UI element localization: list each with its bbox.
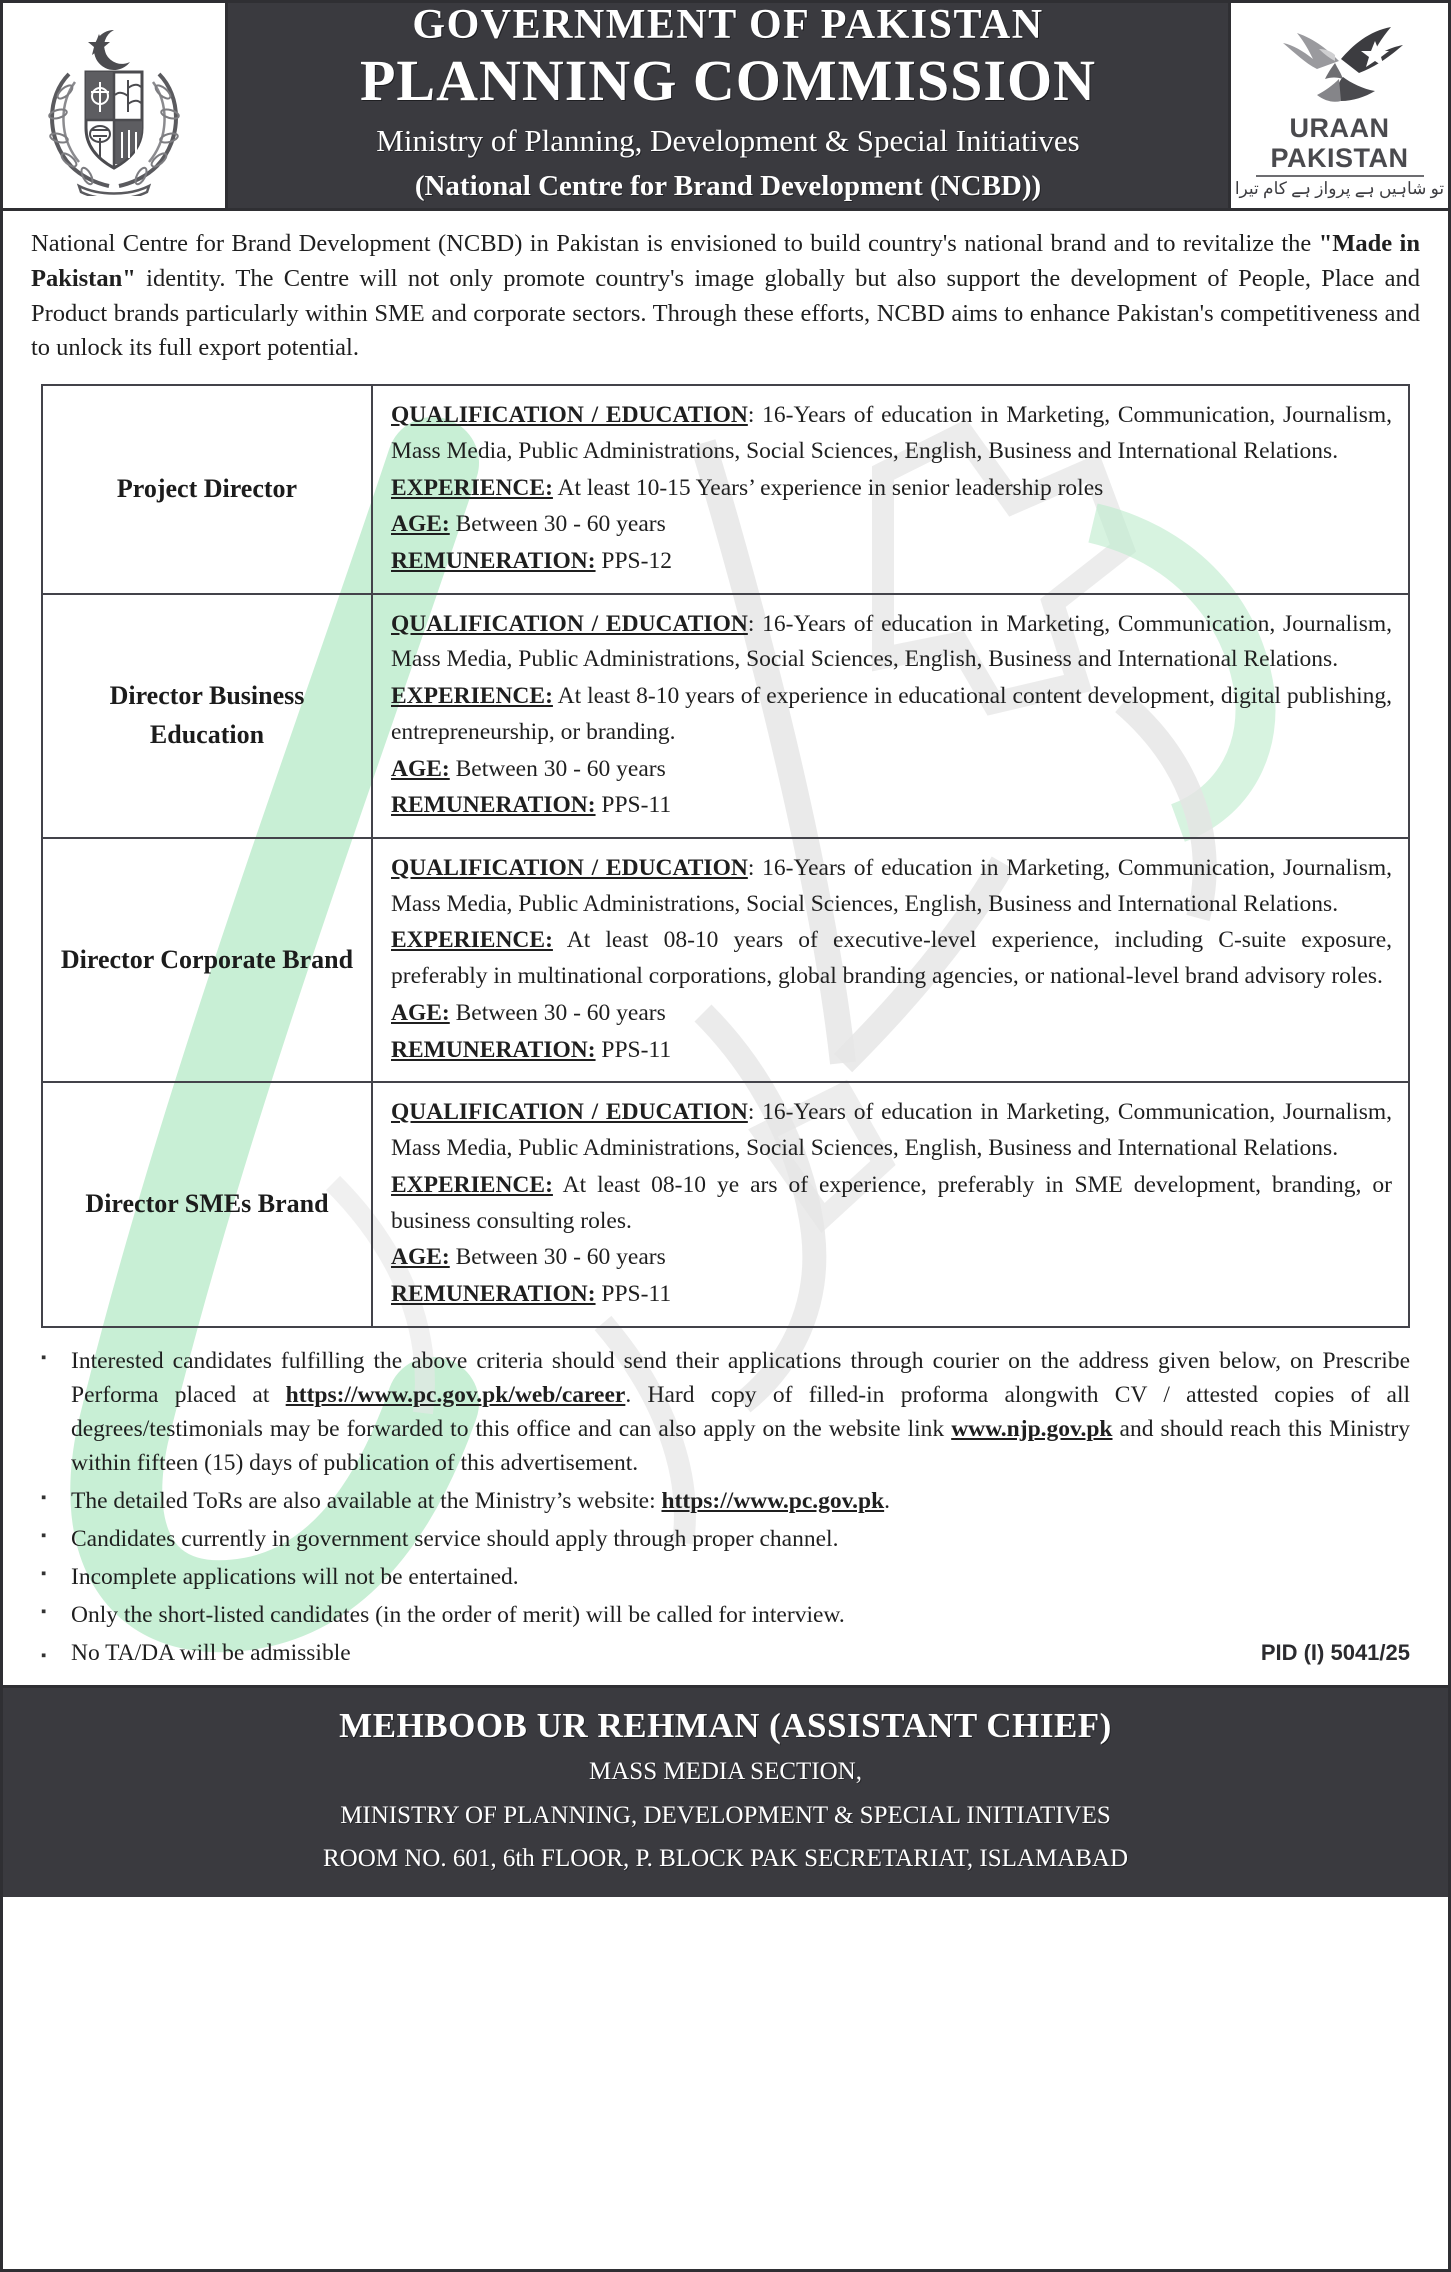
career-portal-link[interactable]: https://www.pc.gov.pk/web/career xyxy=(285,1381,626,1408)
age-value: Between 30 - 60 years xyxy=(455,755,666,782)
qualification-sep: : xyxy=(747,855,763,882)
uraan-label-line2: PAKISTAN xyxy=(1270,142,1409,173)
remuneration-line xyxy=(391,1277,1392,1313)
qualification-line xyxy=(391,398,1392,469)
experience-value: At least 8-10 years of experience in educational content development, digital publishing, entrepreneurship, or branding. xyxy=(391,683,1392,745)
age-line xyxy=(391,752,1392,788)
remuneration-line xyxy=(391,788,1392,824)
positions-table xyxy=(41,384,1410,1328)
qualification-value: 16-Years of education in Marketing, Communication, Journalism, Mass Media, Public Administrations, Social Sciences, English, Business and International Relations. xyxy=(391,855,1392,917)
bullet-icon: ▪ xyxy=(41,1349,47,1366)
position-details xyxy=(372,1082,1409,1326)
header-title-band xyxy=(228,3,1228,208)
note1-part-b: . Hard copy of filled-in proforma alongwith CV / attested copies of all degrees/testimonials may be forwarded to this office and can also apply on the website link xyxy=(71,1381,1410,1442)
pid-number: PID (I) 5041/25 xyxy=(1260,1640,1410,1666)
remuneration-value: PPS-11 xyxy=(601,792,672,819)
contact-name: MEHBOOB UR REHMAN (ASSISTANT CHIEF) xyxy=(339,1705,1112,1745)
note-text: Only the short-listed candidates (in the order of merit) will be called for interview. xyxy=(71,1602,845,1629)
bullet-icon: ▪ xyxy=(41,1489,47,1506)
age-label: AGE: xyxy=(391,755,450,782)
bullet-icon: ▪ xyxy=(41,1566,47,1583)
experience-label: EXPERIENCE: xyxy=(391,683,553,710)
remuneration-label: REMUNERATION: xyxy=(391,548,596,574)
table-row xyxy=(42,1082,1409,1326)
age-label: AGE: xyxy=(391,1244,450,1271)
gov-title: GOVERNMENT OF PAKISTAN xyxy=(412,2,1044,49)
list-item xyxy=(41,1636,1410,1671)
commission-title: PLANNING COMMISSION xyxy=(360,47,1096,113)
qualification-label: QUALIFICATION / EDUCATION xyxy=(391,402,748,429)
contact-address: ROOM NO. 601, 6th FLOOR, P. BLOCK PAK SECRETARIAT, ISLAMABAD xyxy=(322,1844,1129,1872)
intro-text-part1: National Centre for Brand Development (NCBD) in Pakistan is envisioned to build country's national brand and to revitalize the xyxy=(31,230,1319,257)
uraan-label-line1: URAAN xyxy=(1289,113,1390,143)
bullet-icon: ▪ xyxy=(41,1527,47,1544)
age-value: Between 30 - 60 years xyxy=(455,999,666,1026)
qualification-line xyxy=(391,851,1392,922)
emblem-container xyxy=(3,3,228,208)
experience-label: EXPERIENCE: xyxy=(391,1171,553,1198)
age-label: AGE: xyxy=(391,999,450,1026)
age-value: Between 30 - 60 years xyxy=(455,1244,666,1271)
experience-value: At least 08-10 years of executive-level experience, including C-suite exposure, preferably in multinational corporations, global branding agencies, or national-level brand advisory roles. xyxy=(391,927,1392,990)
note1-part-a: Interested candidates fulfilling the above criteria should send their applications through courier on the address given below, on Prescribe Performa placed at xyxy=(71,1347,1410,1408)
uraan-logo-container xyxy=(1228,3,1448,208)
qualification-value: 16-Years of education in Marketing, Communication, Journalism, Mass Media, Public Administrations, Social Sciences, English, Business and International Relations. xyxy=(391,402,1392,464)
note2-part-a: The detailed ToRs are also available at the Ministry’s website: xyxy=(71,1487,662,1514)
qualification-label: QUALIFICATION / EDUCATION xyxy=(391,1099,748,1126)
age-label: AGE: xyxy=(391,511,450,538)
page-footer xyxy=(3,1685,1448,1898)
remuneration-label: REMUNERATION: xyxy=(391,792,596,819)
bullet-icon: ▪ xyxy=(41,1604,47,1621)
list-item xyxy=(41,1598,1410,1632)
remuneration-value: PPS-12 xyxy=(601,548,672,574)
qualification-sep: : xyxy=(747,1099,763,1126)
position-title: Project Director xyxy=(42,385,372,594)
experience-line xyxy=(391,679,1392,750)
remuneration-label: REMUNERATION: xyxy=(391,1036,596,1063)
qualification-line xyxy=(391,607,1392,678)
qualification-value: 16-Years of education in Marketing, Communication, Journalism, Mass Media, Public Administrations, Social Sciences, English, Business and International Relations. xyxy=(391,610,1392,673)
qualification-sep: : xyxy=(747,610,763,637)
experience-line xyxy=(391,1168,1392,1239)
experience-label: EXPERIENCE: xyxy=(391,474,553,501)
note1-part-c: and should reach this Ministry within fifteen (15) days of publication of this advertisement. xyxy=(71,1415,1410,1476)
njp-portal-link[interactable]: www.njp.gov.pk xyxy=(951,1415,1113,1442)
intro-paragraph xyxy=(3,211,1448,376)
list-item xyxy=(41,1560,1410,1594)
eagle-icon xyxy=(1275,21,1405,113)
intro-highlight: "Made in Pakistan" xyxy=(31,230,1420,292)
bullet-icon: ▪ xyxy=(41,1648,47,1665)
remuneration-line xyxy=(391,544,1392,580)
remuneration-value: PPS-11 xyxy=(601,1036,672,1063)
pakistan-state-emblem-icon xyxy=(29,16,199,196)
remuneration-line xyxy=(391,1033,1392,1069)
ministry-website-link[interactable]: https://www.pc.gov.pk xyxy=(661,1487,885,1514)
list-item xyxy=(41,1344,1410,1480)
position-details xyxy=(372,838,1409,1082)
note-text xyxy=(71,1344,1410,1480)
table-row xyxy=(42,385,1409,594)
position-title: Director Corporate Brand xyxy=(42,838,372,1082)
qualification-line xyxy=(391,1095,1392,1166)
table-row xyxy=(42,594,1409,838)
qualification-sep: : xyxy=(747,402,763,429)
age-line xyxy=(391,507,1392,543)
contact-ministry: MINISTRY OF PLANNING, DEVELOPMENT & SPECIAL INITIATIVES xyxy=(340,1801,1111,1829)
page-header xyxy=(3,3,1448,211)
contact-section: MASS MEDIA SECTION, xyxy=(589,1758,862,1786)
experience-label: EXPERIENCE: xyxy=(391,927,553,954)
note-text xyxy=(71,1484,1410,1518)
instructions-list xyxy=(41,1344,1410,1671)
qualification-value: 16-Years of education in Marketing, Communication, Journalism, Mass Media, Public Administrations, Social Sciences, English, Business and International Relations. xyxy=(391,1099,1392,1162)
experience-value: At least 08-10 ye ars of experience, preferably in SME development, branding, or business consulting roles. xyxy=(391,1171,1392,1234)
age-line xyxy=(391,1240,1392,1276)
positions-table-wrapper xyxy=(41,384,1410,1328)
qualification-label: QUALIFICATION / EDUCATION xyxy=(391,610,748,637)
list-item xyxy=(41,1522,1410,1556)
experience-line xyxy=(391,923,1392,994)
position-details xyxy=(372,385,1409,594)
ministry-title: Ministry of Planning, Development & Special Initiatives xyxy=(376,122,1080,158)
age-value: Between 30 - 60 years xyxy=(455,511,666,538)
list-item xyxy=(41,1484,1410,1518)
remuneration-value: PPS-11 xyxy=(601,1280,672,1307)
position-title: Director SMEs Brand xyxy=(42,1082,372,1326)
note-text: Incomplete applications will not be entertained. xyxy=(71,1564,519,1591)
qualification-label: QUALIFICATION / EDUCATION xyxy=(391,855,748,882)
experience-value: At least 10-15 Years’ experience in senior leadership roles xyxy=(557,474,1104,501)
table-row xyxy=(42,838,1409,1082)
uraan-urdu-tagline: تو شاہیں ہے پرواز ہے کام تیرا xyxy=(1234,179,1445,199)
position-title: Director Business Education xyxy=(42,594,372,838)
note2-part-b: . xyxy=(884,1487,891,1514)
uraan-divider xyxy=(1256,175,1424,177)
intro-text-part2: identity. The Centre will not only promote country's image globally but also support the development of People, Place and Product brands particularly within SME and corporate sectors. Through these efforts, NCBD aims to enhance Pakistan's competitiveness and to unlock its full export potential. xyxy=(31,264,1420,362)
age-line xyxy=(391,996,1392,1032)
note-text: Candidates currently in government service should apply through proper channel. xyxy=(71,1525,839,1552)
position-details xyxy=(372,594,1409,838)
experience-line xyxy=(391,471,1392,507)
remuneration-label: REMUNERATION: xyxy=(391,1280,596,1307)
note-text: No TA/DA will be admissible xyxy=(71,1640,351,1667)
ncbd-subtitle: (National Centre for Brand Development (NCBD)) xyxy=(414,169,1042,202)
